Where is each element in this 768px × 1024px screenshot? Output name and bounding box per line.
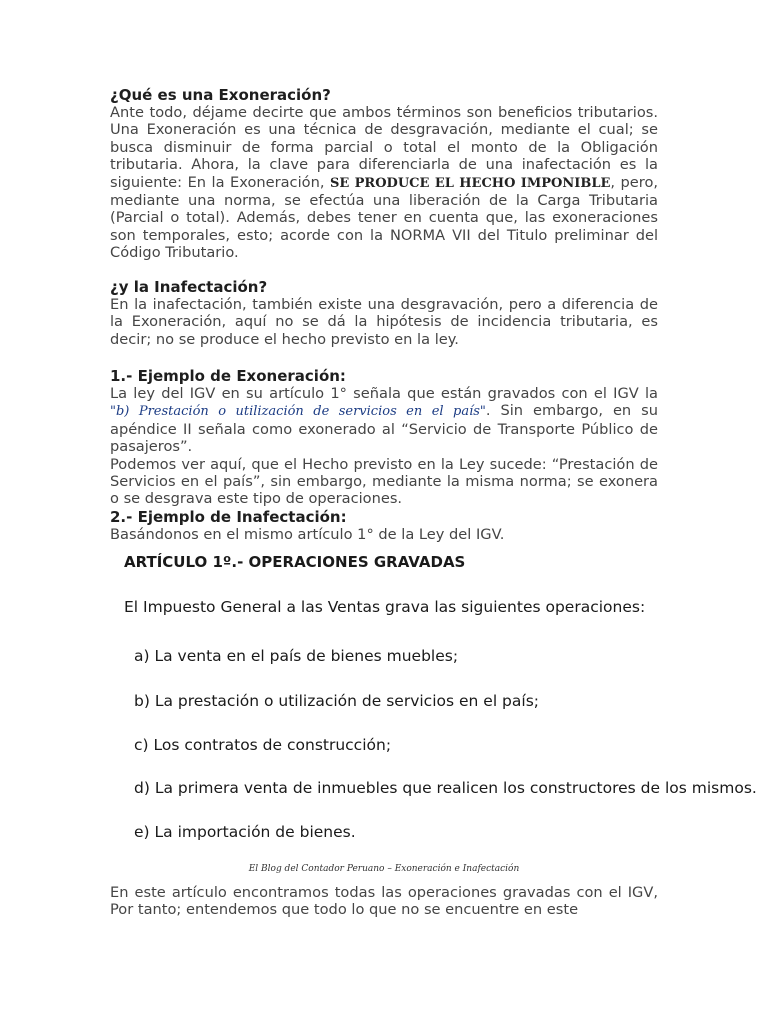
heading-inafectacion: ¿y la Inafectación?	[110, 278, 268, 296]
heading-ejemplo-inafectacion: 2.- Ejemplo de Inafectación:	[110, 507, 347, 526]
paragraph-final: En este artículo encontramos todas las operaciones gravadas con el IGV, Por tanto; entendemos que todo lo que no se encuentre en este	[110, 884, 658, 919]
section-exoneracion	[110, 86, 658, 262]
section-ejemplo-exoneracion	[110, 367, 658, 543]
article-item-d: d) La primera venta de inmuebles que realicen los constructores de los mismos.	[134, 779, 757, 797]
article-title: ARTÍCULO 1º.- OPERACIONES GRAVADAS	[124, 553, 466, 571]
heading-que-es-exoneracion: ¿Qué es una Exoneración?	[110, 86, 331, 104]
quote-prestacion-servicios: "b) Prestación o utilización de servicios en el país"	[110, 404, 486, 420]
paragraph-inafectacion: En la inafectación, también existe una desgravación, pero a diferencia de la Exoneración, aquí no se dá la hipótesis de incidencia tributaria, es decir; no se produce el hecho previsto en la ley.	[110, 296, 658, 348]
paragraph-exoneracion	[110, 104, 658, 262]
bold-hecho-imponible: SE PRODUCE EL HECHO IMPONIBLE	[329, 175, 611, 191]
paragraph-ejemplo-part1: La ley del IGV en su artículo 1° señala que están gravados con el IGV la	[110, 385, 658, 402]
paragraph-ejemplo-inafectacion: Basándonos en el mismo artículo 1° de la Ley del IGV.	[110, 525, 505, 543]
article-item-a: a) La venta en el país de bienes muebles;	[134, 647, 459, 665]
paragraph-ejemplo-exoneracion-1	[110, 385, 658, 456]
section-inafectacion	[110, 278, 658, 348]
article-intro: El Impuesto General a las Ventas grava las siguientes operaciones:	[124, 598, 646, 616]
image-caption: El Blog del Contador Peruano – Exoneración e Inafectación	[248, 864, 520, 874]
section-final	[110, 884, 658, 919]
article-image-igv	[110, 553, 768, 841]
article-item-c: c) Los contratos de construcción;	[134, 736, 392, 754]
paragraph-exoneracion-part1: Ante todo, déjame decirte que ambos términos son beneficios tributarios. Una Exoneración es una técnica de desgravación, mediante el cual; se busca disminuir de forma parcial o total el monto de la Obligación tributaria. Ahora, la clave para diferenciarla de una inafectación es la siguiente: En la Exoneración,	[110, 104, 658, 191]
article-item-e: e) La importación de bienes.	[134, 823, 356, 841]
paragraph-ejemplo-part2: . Sin embargo, en su apéndice II señala como exonerado al “Servicio de Transporte Público de pasajeros”.	[110, 402, 658, 456]
heading-ejemplo-exoneracion: 1.- Ejemplo de Exoneración:	[110, 367, 346, 385]
paragraph-ejemplo-exoneracion-2: Podemos ver aquí, que el Hecho previsto en la Ley sucede: “Prestación de Servicios en el país”, sin embargo, mediante la misma norma; se exonera o se desgrava este tipo de operaciones.	[110, 455, 658, 508]
article-item-b: b) La prestación o utilización de servicios en el país;	[134, 692, 539, 710]
paragraph-exoneracion-part2: , pero, mediante una norma, se efectúa una liberación de la Carga Tributaria (Parcial o total). Además, debes tener en cuenta que, las exoneraciones son temporales, esto; acorde con la NORMA VII del Titulo preliminar del Código Tributario.	[110, 173, 659, 262]
